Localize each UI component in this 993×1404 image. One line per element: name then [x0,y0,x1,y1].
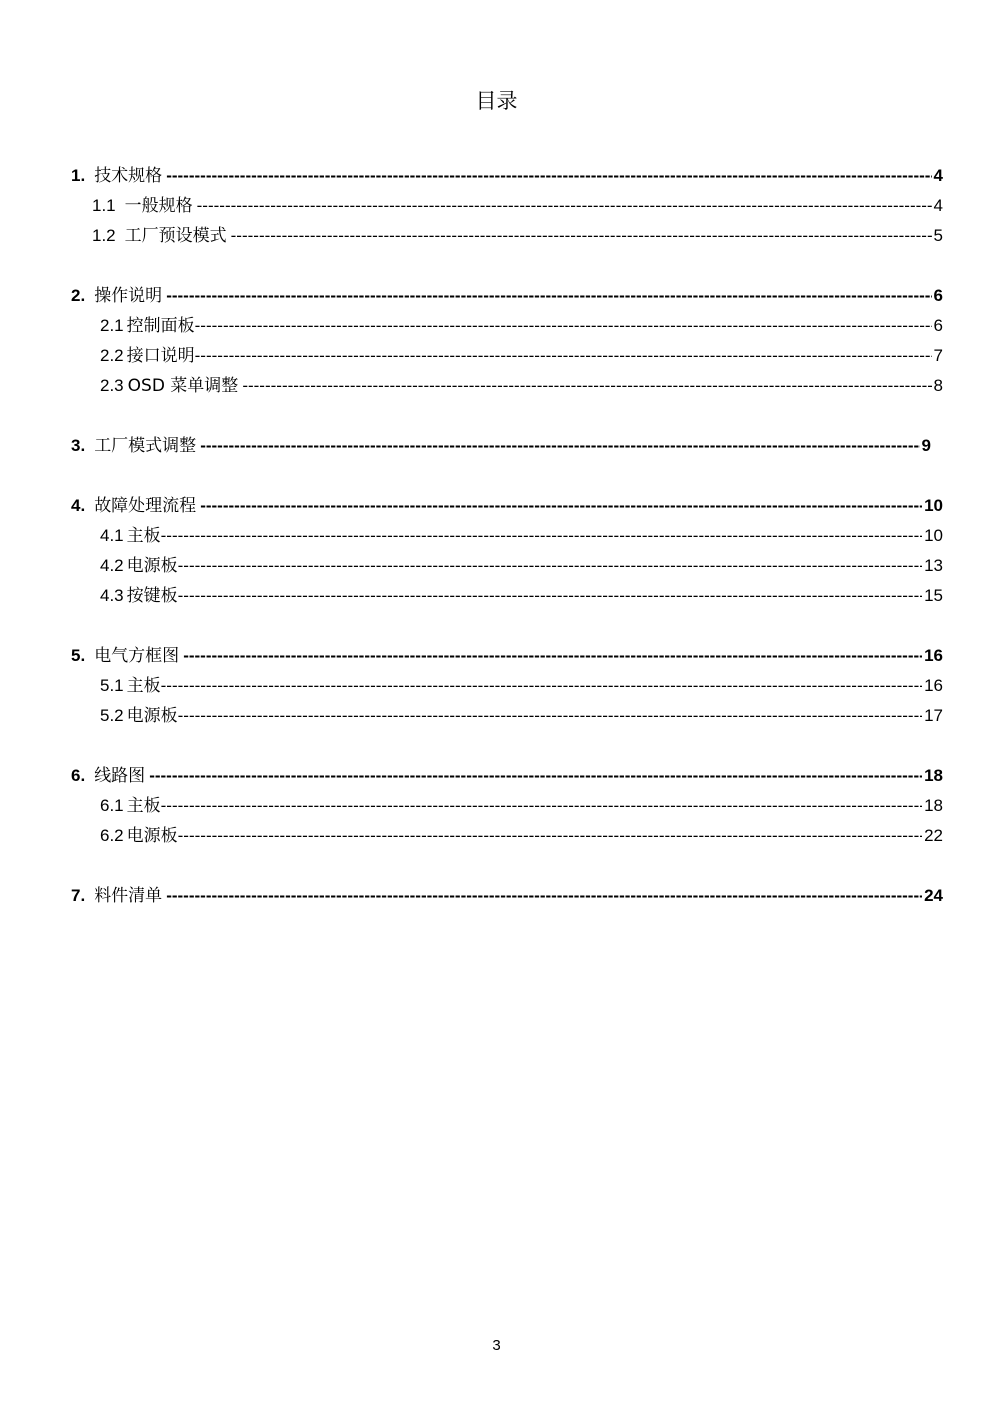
toc-section-label: 按键板 [126,586,178,606]
toc-leader [200,494,922,518]
toc-leader [231,224,932,248]
toc-page-number: 17 [924,706,943,725]
toc-section-5-1[interactable] [100,674,943,698]
toc-leader [166,884,922,908]
toc-section-label: 工厂预设模式 [124,226,227,246]
toc-section-number: 4.2 [100,556,124,575]
toc-leader [166,284,931,308]
toc-section-2-2[interactable] [100,344,943,368]
toc-leader [178,554,922,578]
toc-page-number: 16 [924,676,943,695]
toc-section-1-2[interactable] [92,224,943,248]
toc-section-number: 6.1 [100,796,124,815]
toc-chapter-label: 故障处理流程 [94,496,197,516]
toc-section-label: 一般规格 [124,196,193,216]
toc-chapter-6[interactable] [71,764,943,788]
toc-leader [195,314,932,338]
toc-section-2-1[interactable] [100,314,943,338]
toc-section-number: 4.3 [100,586,124,605]
toc-chapter-label: 工厂模式调整 [94,436,197,456]
toc-leader [161,794,922,818]
toc-chapter-7[interactable] [71,884,943,908]
toc-chapter-label: 线路图 [94,766,146,786]
toc-page-number: 10 [924,526,943,545]
toc-section-6-1[interactable] [100,794,943,818]
toc-chapter-number: 2. [71,286,86,305]
toc-chapter-number: 1. [71,166,86,185]
toc-page-number: 6 [933,286,943,305]
toc-page-number: 13 [924,556,943,575]
toc-leader [166,164,931,188]
toc-page-number: 24 [924,886,943,905]
toc-page-number: 5 [933,226,943,245]
toc-chapter-5[interactable] [71,644,943,668]
toc-section-number: 2.1 [100,316,124,335]
toc-page-number: 22 [924,826,943,845]
toc-leader [178,824,922,848]
toc-leader [149,764,922,788]
toc-leader [200,434,919,458]
toc-chapter-4[interactable] [71,494,943,518]
toc-chapter-2[interactable] [71,284,943,308]
toc-chapter-3[interactable] [71,434,931,458]
toc-leader [161,524,922,548]
toc-leader [242,374,931,398]
toc-leader [178,704,922,728]
toc-leader [161,674,922,698]
toc-section-label: 接口说明 [126,346,195,366]
toc-section-4-2[interactable] [100,554,943,578]
toc-chapter-label: 料件清单 [94,886,163,906]
toc-page-number: 16 [924,646,943,665]
toc-chapter-number: 7. [71,886,86,905]
toc-section-label: 主板 [126,796,161,816]
toc-page-number: 18 [924,796,943,815]
toc-chapter-1[interactable] [71,164,943,188]
toc-leader [197,194,932,218]
toc-section-label: 电源板 [126,706,178,726]
toc-section-label: 主板 [126,676,161,696]
page-number: 3 [492,1337,501,1354]
toc-title: 目录 [475,89,518,113]
toc-section-4-3[interactable] [100,584,943,608]
toc-page-number: 7 [933,346,943,365]
toc-chapter-label: 技术规格 [94,166,163,186]
toc-section-2-3[interactable] [100,374,943,398]
toc-section-label: OSD 菜单调整 [127,376,239,396]
toc-section-number: 1.1 [92,196,116,215]
toc-section-4-1[interactable] [100,524,943,548]
toc-section-5-2[interactable] [100,704,943,728]
toc-page-number: 4 [933,166,943,185]
toc-page-number: 15 [924,586,943,605]
toc-chapter-label: 电气方框图 [94,646,180,666]
toc-leader [195,344,932,368]
toc-section-number: 6.2 [100,826,124,845]
toc-page-number: 6 [933,316,943,335]
toc-section-6-2[interactable] [100,824,943,848]
toc-section-number: 5.1 [100,676,124,695]
toc-section-number: 5.2 [100,706,124,725]
toc-page-number: 9 [921,436,931,455]
toc-section-number: 2.2 [100,346,124,365]
toc-section-label: 主板 [126,526,161,546]
toc-section-label: 电源板 [126,556,178,576]
toc-chapter-label: 操作说明 [94,286,163,306]
toc-section-number: 2.3 [100,376,124,395]
toc-page-number: 8 [933,376,943,395]
toc-page-number: 10 [924,496,943,515]
toc-section-label: 控制面板 [126,316,195,336]
toc-leader [183,644,922,668]
toc-section-1-1[interactable] [92,194,943,218]
toc-page-number: 18 [924,766,943,785]
toc-chapter-number: 4. [71,496,86,515]
toc-page-number: 4 [933,196,943,215]
toc-chapter-number: 6. [71,766,86,785]
toc-chapter-number: 5. [71,646,86,665]
toc-leader [178,584,922,608]
toc-section-number: 4.1 [100,526,124,545]
toc-section-label: 电源板 [126,826,178,846]
toc-section-number: 1.2 [92,226,116,245]
toc-chapter-number: 3. [71,436,86,455]
